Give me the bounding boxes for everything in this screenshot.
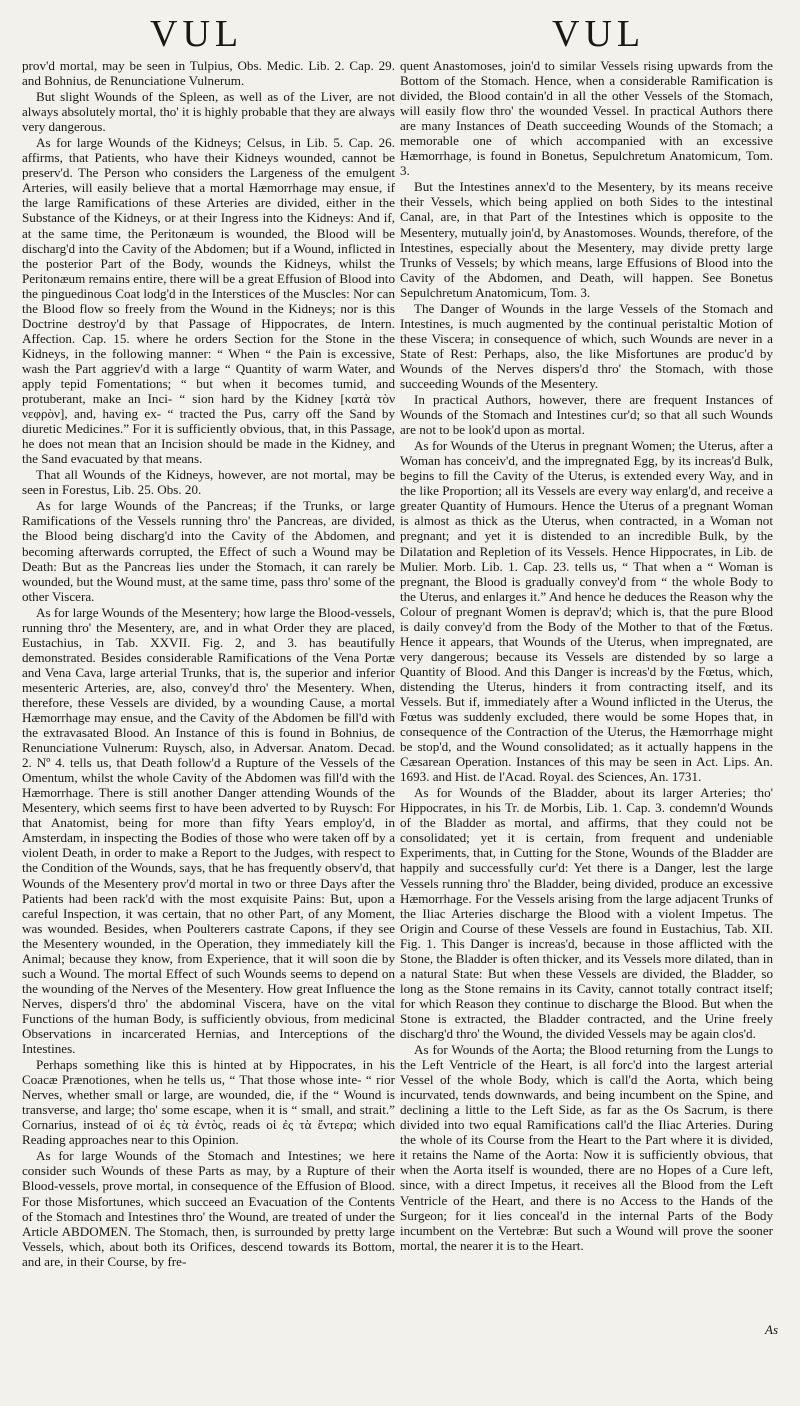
paragraph: That all Wounds of the Kidneys, however, are not mortal, may be seen in Forestus, Lib. 25. Obs. 20. xyxy=(22,467,395,498)
running-headword-left: VUL xyxy=(150,13,244,55)
paragraph: But slight Wounds of the Spleen, as well as of the Liver, are not always absolutely mortal, tho' it is highly probable that they are always very dangerous. xyxy=(22,89,395,135)
paragraph: As for Wounds of the Aorta; the Blood returning from the Lungs to the Left Ventricle of the Heart, is all forc'd into the largest arterial Vessel of the whole Body, which is call'd the Aorta, which being incurvated, tends downwards, and being incumbent on the Spine, and declining a little to the Left Side, as far as the Os Sacrum, is there divided into two equal Ramifications call'd the Iliac Arteries. During the whole of its Course from the Heart to the Part where it is divided, it retains the Name of the Aorta: Now it is sufficiently obvious, that when the Aorta itself is wounded, there are no Hopes of a Cure left, since, with a direct Impetus, it receives all the Blood from the Left Ventricle of the Heart, and there is no Access to the Hands of the Surgeon; for it lies conceal'd in the internal Parts of the Body incumbent on the Vertebræ: But such a Wound will prove the sooner mortal, the nearer it is to the Heart. xyxy=(400,1042,773,1253)
paragraph: As for large Wounds of the Pancreas; if the Trunks, or large Ramifications of the Vessels running thro' the Pancreas, are divided, the Blood being discharg'd into the Cavity of the Abdomen, and becoming afterwards corrupted, the Effect of such a Wound may be Death: But as the Pancreas lies under the Stomach, it can rarely be wounded, but the Wound must, at the same time, pass thro' some of the other Viscera. xyxy=(22,498,395,604)
catchword: As xyxy=(765,1322,778,1337)
paragraph: prov'd mortal, may be seen in Tulpius, Obs. Medic. Lib. 2. Cap. 29. and Bohnius, de Renunciatione Vulnerum. xyxy=(22,58,395,89)
paragraph: As for Wounds of the Uterus in pregnant Women; the Uterus, after a Woman has conceiv'd, and the impregnated Egg, by its increas'd Bulk, begins to fill the Cavity of the Uterus, is extended every Way, and in the like Proportion; all its Vessels are every way enlarg'd, and receive a greater Quantity of Humours. Hence the Uterus of a pregnant Woman is almost as thick as the Uterus, when contracted, in a Woman not pregnant; and yet it is distended to an incredible Bulk, by the Dilatation and Repletion of its Vessels. Hence Hippocrates, in Lib. de Mulier. Morb. Lib. 1. Cap. 23. tells us, “ That when a “ Woman is pregnant, the Blood is gradually convey'd from “ the whole Body to the Uterus, and enlarges it.” And hence he deduces the Reason why the Colour of pregnant Women is deprav'd; which is, that the pure Blood is daily convey'd from the Body of the Mother to that of the Fœtus. Hence it appears, that Wounds of the Uterus, when impregnated, are very dangerous; because its Vessels are distended by so large a Quantity of Blood. And this Danger is increas'd by the Fœtus, which, distending the Uterus, hinders it from contracting itself, and its Vessels. But if, immediately after a Wound inflicted in the Uterus, the Fœtus was suddenly excluded, there would be some Hopes that, in consequence of the Contraction of the Uterus, the Hæmorrhage might be stop'd, and the Wound consolidated; as it actually happens in the Cæsarean Operation. Instances of this may be seen in Act. Lips. An. 1693. and Hist. de l'Acad. Royal. des Sciences, An. 1731. xyxy=(400,438,773,785)
paragraph: quent Anastomoses, join'd to similar Vessels rising upwards from the Bottom of the Stomach. Hence, when a considerable Ramification is divided, the Blood contain'd in all the other Vessels of the Stomach, will easily flow thro' the wounded Vessel. In practical Authors there are many Instances of Death succeeding Wounds of the Stomach; a memorable one of which accompanied with an excessive Hæmorrhage, is found in Bonetus, Sepulchretum Anatomicum, Tom. 3. xyxy=(400,58,773,179)
left-column xyxy=(22,58,395,1270)
paragraph: In practical Authors, however, there are frequent Instances of Wounds of the Stomach and Intestines cur'd; so that all such Wounds are not to be look'd upon as mortal. xyxy=(400,392,773,438)
paragraph: But the Intestines annex'd to the Mesentery, by its means receive their Vessels, which being applied on both Sides to the intestinal Canal, are, in that Part of the Intestines which is opposite to the Mesentery, mutually join'd, by Anastomoses. Wounds, therefore, of the Intestines, especially about the Mesentery, may divide pretty large Trunks of Vessels; by which means, large Effusions of Blood into the Cavity of the Abdomen, and Death, will happen. See Bonetus Sepulchretum Anatomicum, Tom. 3. xyxy=(400,179,773,300)
paragraph: Perhaps something like this is hinted at by Hippocrates, in his Coacæ Prænotiones, when he tells us, “ That those whose inte- “ rior Nerves, whether small or large, are wounded, die, if the “ Wound is transverse, and large; tho' some escape, when it is “ small, and strait.” Cornarius, instead of οἱ ἐς τὰ ἐντὸς, reads οἱ ἐς τὰ ἔντερα; which Reading approaches near to this Opinion. xyxy=(22,1057,395,1148)
paragraph: As for large Wounds of the Mesentery; how large the Blood-vessels, running thro' the Mesentery, are, and in what Order they are placed, Eustachius, in Tab. XXVII. Fig. 2, and 3. has beautifully demonstrated. Besides considerable Ramifications of the Vena Portæ and Vena Cava, large arterial Trunks, that is, the superior and inferior mesenteric Arteries, are, also, convey'd thro' the Mesentery. When, therefore, these Vessels are divided, by a wounding Cause, a mortal Hæmorrhage may ensue, and the Cavity of the Abdomen be fill'd with the extravasated Blood. An Instance of this is found in Bohnius, de Renunciatione Vulnerum: Ruysch, also, in Adversar. Anatom. Decad. 2. Nº 4. tells us, that Death follow'd a Rupture of the Vessels of the Omentum, whilst the whole Cavity of the Abdomen was fill'd with the Hæmorrhage. There is still another Danger attending Wounds of the Mesentery, which seems first to have been adverted to by Ruysch: For that Anatomist, being for more than fifty Years employ'd, in Amsterdam, in inspecting the Bodies of those who were taken off by a violent Death, in order to make a Report to the Judges, with respect to the Condition of the Wounds, says, that he has frequently observ'd, that Wounds of the Mesentery prov'd mortal in two or three Days after the Patients had been rack'd with the most exquisite Pains: But, upon a careful Inspection, it was certain, that no other Part, of any Moment, was wounded. Besides, when Poulterers castrate Capons, if they see the Mesentery wounded, in the Operation, they immediately kill the Animal; because they know, from Experience, that it will soon die by such a Wound. The mortal Effect of such Wounds seems to depend on the wounding of the Nerves of the Mesentery. How great Influence the Nerves, dispers'd thro' the abdominal Viscera, have on the vital Functions of the human Body, is sufficiently obvious, from medicinal Observations in incarcerated Hernias, and Interceptions of the Intestines. xyxy=(22,604,395,1057)
paragraph: As for large Wounds of the Stomach and Intestines; we here consider such Wounds of these Parts as may, by a Rupture of their Blood-vessels, prove mortal, in consequence of the Effusion of Blood. For those Misfortunes, which succeed an Evacuation of the Contents of the Stomach and Intestines thro' the Wound, are treated of under the Article ABDOMEN. The Stomach, then, is surrounded by pretty large Vessels, which, about both its Orifices, descend towards its Bottom, and are, in their Course, by fre- xyxy=(22,1148,395,1269)
paragraph: As for large Wounds of the Kidneys; Celsus, in Lib. 5. Cap. 26. affirms, that Patients, who have their Kidneys wounded, cannot be preserv'd. The Person who considers the Largeness of the emulgent Arteries, will easily believe that a mortal Hæmorrhage may ensue, if the large Ramifications of these Arteries are divided, either in the Substance of the Kidneys, or at their Ingress into the Kidneys: And if, at the same time, the Peritonæum is wounded, the Blood will be discharg'd into the Cavity of the Abdomen; but if a Wound, inflicted in the posterior Part of the Body, wounds the Kidneys, whilst the Peritonæum remains entire, there will be a great Effusion of Blood into the pinguedinous Coat lodg'd in the Interstices of the Muscles: Nor can the Blood flow so freely from the Wound in the Kidneys; nor is this Doctrine destroy'd by that Passage of Hippocrates, de Intern. Affection. Cap. 15. where he orders Section for the Stone in the Kidneys, in the following manner: “ When “ the Pain is excessive, wash the Part aggriev'd with a large “ Quantity of warm Water, and apply tepid Fomentations; “ but when it becomes tumid, and protuberant, make an Inci- “ sion hard by the Kidney [κατὰ τὸν νεφρὸν], and, having ex- “ tracted the Pus, carry off the Sand by diuretic Medicines.” For it is sufficiently obvious, that, in this Passage, he does not mean that an Incision should be made in the Kidney, and the Sand evacuated by that means. xyxy=(22,135,395,467)
running-headword-right: VUL xyxy=(552,13,646,55)
right-column xyxy=(400,58,773,1254)
paragraph: The Danger of Wounds in the large Vessels of the Stomach and Intestines, is much augmented by the continual peristaltic Motion of these Viscera; in consequence of which, such Wounds are never in a State of Rest: Perhaps, also, the like Misfortunes are produc'd by Wounds of the Nerves dispers'd thro' the Stomach, with those succeeding Wounds of the Mesentery. xyxy=(400,300,773,391)
paragraph: As for Wounds of the Bladder, about its larger Arteries; tho' Hippocrates, in his Tr. de Morbis, Lib. 1. Cap. 3. condemn'd Wounds of the Bladder as mortal, and affirms, that they could not be consolidated; yet it is certain, from frequent and undeniable Experiments, that, in Cutting for the Stone, Wounds of the Bladder are happily and successfully cur'd: Yet there is a Danger, lest the large Vessels running thro' the Bladder, being divided, produce an excessive Hæmorrhage. For the Vessels arising from the large adjacent Trunks of the Iliac Arteries discharge the Blood with a violent Impetus. The Origin and Course of these Vessels are found in Eustachius, Tab. XII. Fig. 1. This Danger is increas'd, because in those afflicted with the Stone, the Bladder is often thicker, and its Vessels more dilated, than in a natural State: But when these Vessels are divided, the Bladder, so long as the Stone remains in its Cavity, cannot totally contract itself; for which Reason they continue to discharge the Blood. But when the Stone is extracted, the Bladder contracted, and the Urine freely discharg'd thro' the Wound, the divided Vessels may be again clos'd. xyxy=(400,785,773,1041)
